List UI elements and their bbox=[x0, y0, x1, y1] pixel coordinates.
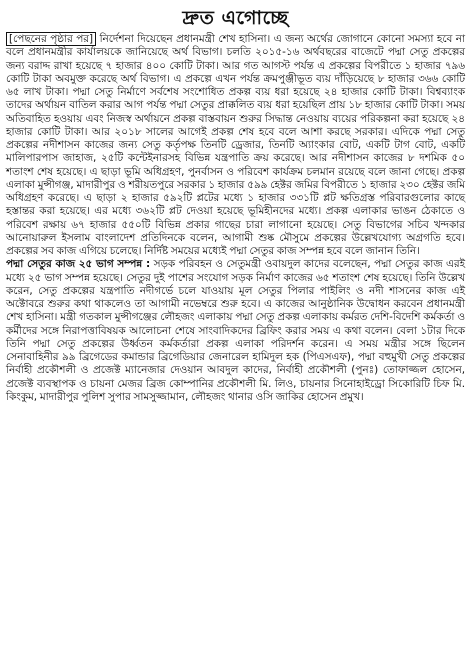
paragraph-1 bbox=[6, 33, 465, 258]
paragraph-2 bbox=[6, 258, 465, 404]
paragraph-1-text: নির্দেশনা দিয়েছেন প্রধানমন্ত্রী শেখ হাসিনা। এ জন্য অর্থের জোগানে কোনো সমস্যা হবে না বলে প্রধানমন্ত্রীর কার্যালয়কে জানিয়েছে অর্থ বিভাগ। চলতি ২০১৫-১৬ অর্থবছরের বাজেটে পদ্মা সেতু প্রকল্পের জন্য বরাদ্দ রাখা হয়েছে ৭ হাজার ৪০০ কোটি টাকা। আর গত আগস্ট পর্যন্ত এ প্রকল্পের বিপরীতে ১ হাজার ৭৯৬ কোটি টাকা অবমুক্ত করেছে অর্থ বিভাগ। এ প্রকল্পে এখন পর্যন্ত ক্রমপুঞ্জীভূত ব্যয় দাঁড়িয়েছে ৮ হাজার ৩৬৬ কোটি ৬৫ লাখ টাকা। পদ্মা সেতু নির্মাণে সর্বশেষ সংশোধিত প্রকল্প ব্যয় ধরা হয়েছে ২৪ হাজার কোটি টাকা। বিশ্বব্যাংক তাদের অর্থায়ন বাতিল করার আগ পর্যন্ত পদ্মা সেতুর প্রাক্কলিত ব্যয় ধরা হয়েছিল প্রায় ১৮ হাজার কোটি টাকা। সময় অতিবাহিত হওয়ায় এবং নিজস্ব অর্থায়নে প্রকল্প বাস্তবায়ন শুরুর সিদ্ধান্ত নেওয়ায় ব্যয়ের পরিকল্পনা করা হয়েছে ২৪ হাজার কোটি টাকা। আর ২০১৮ সালের আগেই প্রকল্প শেষ হবে বলে আশা করছে সরকার। এদিকে পদ্মা সেতু প্রকল্পের নদীশাসন কাজের জন্য সেতু কর্তৃপক্ষ তিনটি ড্রেজার, তিনটি অ্যাংকার বোট, একটি টাগ বোট, একটি মালিপারপাস জাহাজ, ২৫টি কন্টেইনারসহ বিভিন্ন যন্ত্রপাতি ক্রয় করেছে। আর নদীশাসন কাজের ৮ দশমিক ৫০ শতাংশ শেষ হয়েছে। এ ছাড়া ভূমি অধিগ্রহণ, পুনর্বাসন ও পরিবেশ কার্যক্রম চলমান রয়েছে বলে জানা গেছে। প্রকল্প এলাকা মুন্সীগঞ্জ, মাদারীপুর ও শরীয়তপুরে সরকার ১ হাজার ৫৯৯ হেক্টর জমির বিপরীতে ১ হাজার ২৩০ হেক্টর জমি অধিগ্রহণ করেছে। এ ছাড়া ২ হাজার ৫৯২টি প্লটের মধ্যে ১ হাজার ৩৩১টি প্লট ক্ষতিগ্রস্ত পরিবারগুলোর কাছে হস্তান্তর করা হয়েছে। এর মধ্যে ৩৬২টি প্লট দেওয়া হয়েছে ভূমিহীনদের মধ্যে। প্রকল্প এলাকার ভাঙন ঠেকাতে ও পরিবেশ রক্ষায় ৬৭ হাজার ৫৫০টি বিভিন্ন প্রকার গাছের চারা লাগানো হয়েছে। সেতু বিভাগের সচিব খন্দকার আনোয়ারুল ইসলাম বাংলাদেশ প্রতিদিনকে বলেন, আগামী শুষ্ক মৌসুমে প্রকল্পের উল্লেখযোগ্য অগ্রগতি হবে। প্রকল্পের সব কাজ এগিয়ে চলেছে। নির্দিষ্ট সময়ের মধ্যেই পদ্মা সেতুর কাজ সম্পন্ন হবে বলে জানান তিনি। bbox=[6, 33, 465, 257]
paragraph-2-text: সড়ক পরিবহন ও সেতুমন্ত্রী ওবায়দুল কাদের বলেছেন, পদ্মা সেতুর কাজ এরই মধ্যে ২৫ ভাগ সম্পন্ন হয়েছে। সেতুর দুই পাশের সংযোগ সড়ক নির্মাণ কাজের ৬৫ শতাংশ শেষ হয়েছে। তিনি উল্লেখ করেন, সেতু প্রকল্পের যন্ত্রপাতি নদীগর্ভে চলে যাওয়ায় মূল সেতুর পিলার পাইলিং ও নদী শাসনের কাজ এই অক্টোবরে শুরুর কথা থাকলেও তা আগামী নভেম্বরে শুরু হবে। এ কাজের আনুষ্ঠানিক উদ্বোধন করবেন প্রধানমন্ত্রী শেখ হাসিনা। মন্ত্রী গতকাল মুন্সীগঞ্জের লৌহজং এলাকায় পদ্মা সেতু প্রকল্প এলাকায় কর্মরত দেশি-বিদেশি কর্মকর্তা ও কর্মীদের সঙ্গে নিরাপত্তাবিষয়ক আলোচনা শেষে সাংবাদিকদের ব্রিফিং করার সময় এ কথা বলেন। বেলা ১টার দিকে তিনি পদ্মা সেতু প্রকল্পের উর্ধ্বতন কর্মকর্তারা প্রকল্প এলাকা পরিদর্শন করেন। এ সময় মন্ত্রীর সঙ্গে ছিলেন সেনাবাহিনীর ৯৯ ব্রিগেডের কমান্ডার ব্রিগেডিয়ার জেনারেল হামিদুল হক (পিএসএফ), পদ্মা বহুমুখী সেতু প্রকল্পের নির্বাহী প্রকৌশলী ও প্রজেক্ট ম্যানেজার দেওয়ান আবদুল কাদের, নির্বাহী প্রকৌশলী (পুনঃ) তোফাজ্জল হোসেন, প্রজেক্ট ব্যবস্থাপক ও চায়না মেজর ব্রিজ কোম্পানির প্রকৌশলী মি. লিও, চায়নার সিনোহাইড্রো সিকোরিটি চিফ মি. কিংকুম, মাদারীপুর পুলিশ সুপার সামসুজ্জামান, লৌহজং থানার ওসি জাকির হোসেন প্রমুখ। bbox=[6, 258, 466, 403]
article-subhead: পদ্মা সেতুর কাজ ২৫ ভাগ সম্পন্ন : bbox=[6, 258, 151, 271]
article-body bbox=[6, 33, 465, 404]
continued-from-previous-page-label: [পেছনের পৃষ্ঠার পর] bbox=[6, 32, 96, 46]
article-headline: দ্রুত এগোচ্ছে bbox=[182, 7, 289, 29]
